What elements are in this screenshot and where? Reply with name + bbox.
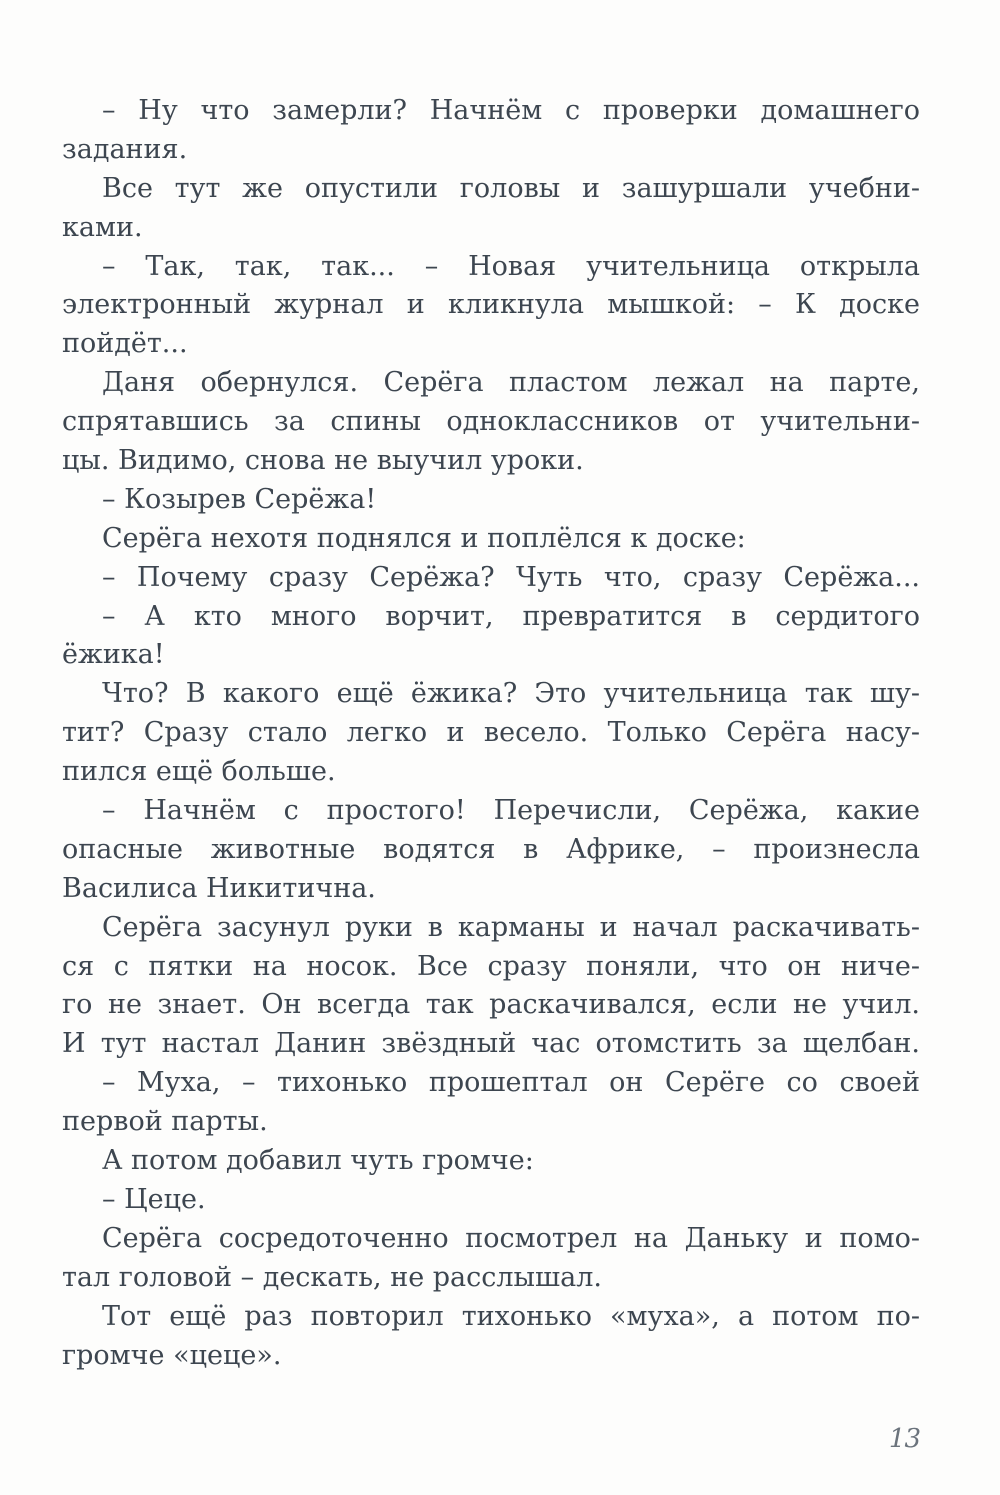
page-number: 13 <box>888 1424 920 1454</box>
text-line: Даня обернулся. Серёга пластом лежал на парте, <box>102 367 920 399</box>
text-line: – Муха, – тихонько прошептал он Серёге со своей <box>102 1067 920 1099</box>
text-line: – Козырев Серёжа! <box>102 483 377 515</box>
text-line: опасные животные водятся в Африке, – произнесла <box>62 833 920 865</box>
text-line: го не знает. Он всегда так раскачивался, если не учил. <box>62 989 920 1021</box>
text-line: тит? Сразу стало легко и весело. Только Серёга насу- <box>62 717 920 749</box>
text-line: спрятавшись за спины одноклассников от учительни- <box>62 406 920 438</box>
text-line: ёжика! <box>62 639 165 671</box>
text-line: Все тут же опустили головы и зашуршали учебни- <box>102 172 920 204</box>
text-line: Серёга засунул руки в карманы и начал раскачивать- <box>102 911 920 943</box>
text-line: тал головой – дескать, не расслышал. <box>62 1261 602 1293</box>
text-line: ками. <box>62 211 143 243</box>
text-line: – Ну что замерли? Начнём с проверки домашнего <box>102 95 920 126</box>
text-line: – Почему сразу Серёжа? Чуть что, сразу Серёжа... <box>102 561 920 593</box>
text-line: – А кто много ворчит, превратится в сердитого <box>102 600 920 632</box>
text-line: электронный журнал и кликнула мышкой: – К доске <box>62 289 920 321</box>
text-line: задания. <box>62 133 188 165</box>
text-line: цы. Видимо, снова не выучил уроки. <box>62 445 584 477</box>
text-line: Тот ещё раз повторил тихонько «муха», а потом по- <box>102 1300 920 1332</box>
text-line: громче «цеце». <box>62 1339 282 1371</box>
body-text <box>62 92 920 1375</box>
text-line: пился ещё больше. <box>62 756 336 788</box>
text-line: Что? В какого ещё ёжика? Это учительница так шу- <box>102 678 920 710</box>
text-line: И тут настал Данин звёздный час отомстить за щелбан. <box>62 1028 920 1060</box>
text-line: – Начнём с простого! Перечисли, Серёжа, какие <box>102 795 920 827</box>
text-line: – Так, так, так... – Новая учительница открыла <box>102 250 920 282</box>
text-line: ся с пятки на носок. Все сразу поняли, что он ниче- <box>62 950 920 982</box>
text-line: Серёга нехотя поднялся и поплёлся к доске: <box>102 522 746 554</box>
text-line: – Цеце. <box>102 1183 206 1215</box>
text-line: Серёга сосредоточенно посмотрел на Даньку и помо- <box>102 1222 920 1254</box>
text-line: Василиса Никитична. <box>62 872 376 904</box>
text-line: А потом добавил чуть громче: <box>102 1145 534 1177</box>
text-line: первой парты. <box>62 1106 268 1138</box>
text-line: пойдёт... <box>62 328 188 360</box>
